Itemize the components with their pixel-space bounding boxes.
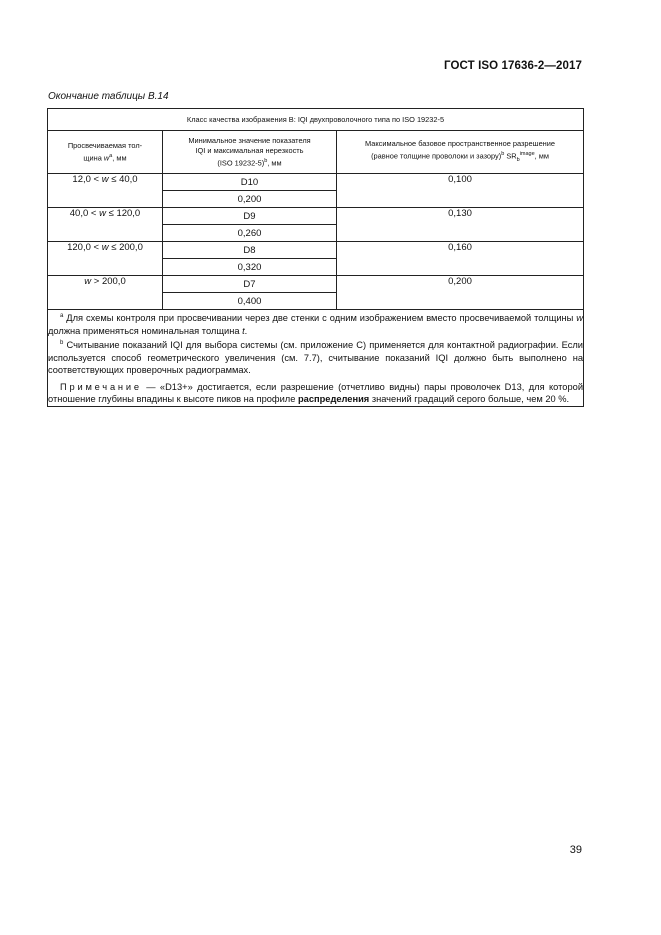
iqi-value: D10 [163, 174, 337, 191]
unsharpness-value: 0,260 [163, 225, 337, 242]
iqi-table [47, 108, 584, 407]
thickness-range: w > 200,0 [48, 276, 163, 310]
table-row [48, 242, 584, 259]
resolution-value: 0,130 [337, 208, 584, 242]
table-notes [48, 310, 584, 407]
unsharpness-value: 0,200 [163, 191, 337, 208]
footnote-b: $^b$ Считывание показаний IQI для выбора системы (см. приложение C) применяется для контактной радиографии. Если используется способ геометрического увеличения (см. 7.7), считывание показаний IQI должно быть выполнено на соответствующих проверочных радиограммах. [48, 340, 584, 376]
thickness-range: 120,0 < w ≤ 200,0 [48, 242, 163, 276]
iqi-value: D8 [163, 242, 337, 259]
footnote-a: $^a$ Для схемы контроля при просвечивании через две стенки с одним изображением вместо просвечиваемой толщины w должна применяться номинальная толщина t. [48, 313, 584, 336]
resolution-value: 0,100 [337, 174, 584, 208]
resolution-value: 0,200 [337, 276, 584, 310]
table-row [48, 174, 584, 191]
note-paragraph: Примечание — «D13+» достигается, если разрешение (отчетливо видны) пары проволочек D13, для которой отношение глубины впадины к высоте пиков на профиле распределения значений градаций серого больше, чем 20 %. [48, 381, 584, 405]
note-label: Примечание [60, 381, 142, 392]
table-row [48, 208, 584, 225]
quality-class-title: Класс качества изображения B: IQI двухпроволочного типа по ISO 19232-5 [48, 109, 584, 131]
unsharpness-value: 0,320 [163, 259, 337, 276]
iqi-value: D7 [163, 276, 337, 293]
iqi-value: D9 [163, 208, 337, 225]
page-number: 39 [569, 844, 582, 856]
unsharpness-value: 0,400 [163, 293, 337, 310]
thickness-range: 40,0 < w ≤ 120,0 [48, 208, 163, 242]
table-caption: Окончание таблицы B.14 [48, 91, 169, 102]
header-thickness: Просвечиваемая тол- щина $w^a$, мм [48, 131, 163, 174]
thickness-range: 12,0 < w ≤ 40,0 [48, 174, 163, 208]
table-row [48, 276, 584, 293]
header-iqi-value: Минимальное значение показателя IQI и максимальная нерезкость (ISO 19232-5)$^b$, мм [163, 131, 337, 174]
standard-code: ГОСТ ISO 17636-2—2017 [444, 60, 582, 72]
resolution-value: 0,160 [337, 242, 584, 276]
header-resolution: Максимальное базовое пространственное разрешение (равное толщине проволоки и зазору)$^b$ $SR_b^{image}$, мм [337, 131, 584, 174]
